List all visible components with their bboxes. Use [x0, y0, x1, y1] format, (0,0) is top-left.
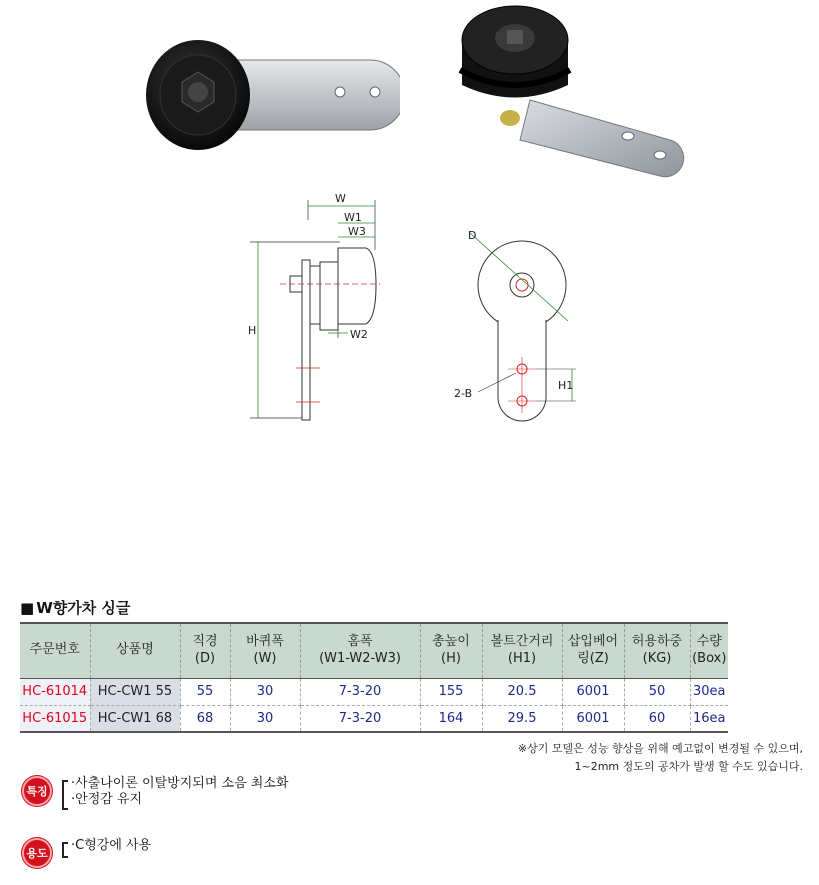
dim-w-label: W: [335, 192, 346, 205]
cell-bolt-distance: 29.5: [482, 705, 562, 732]
usage-badge: 용도: [22, 838, 52, 868]
cell-diameter: 55: [180, 678, 230, 705]
cell-groove-width: 7-3-20: [300, 705, 420, 732]
feature-line-2: ·안정감 유지: [71, 792, 143, 808]
cell-bearing: 6001: [562, 678, 624, 705]
cell-product-name: HC-CW1 55: [90, 678, 180, 705]
cell-load: 50: [624, 678, 690, 705]
header-diameter: 직경 (D): [180, 623, 230, 678]
product-photo-front: [140, 30, 400, 160]
cell-order-no: HC-61015: [20, 705, 90, 732]
cell-load: 60: [624, 705, 690, 732]
table-header-row: [20, 623, 728, 678]
table-row: [20, 705, 728, 732]
cell-diameter: 68: [180, 705, 230, 732]
cell-total-height: 164: [420, 705, 482, 732]
header-bearing: 삽입베어 링(Z): [562, 623, 624, 678]
features-block: [22, 776, 288, 810]
cell-groove-width: 7-3-20: [300, 678, 420, 705]
header-wheel-width: 바퀴폭 (W): [230, 623, 300, 678]
header-groove-width: 홈폭 (W1-W2-W3): [300, 623, 420, 678]
feature-line-1: ·사출나이론 이탈방지되며 소음 최소화: [71, 776, 289, 791]
cell-quantity: 30ea: [690, 678, 728, 705]
dim-d-label: D: [468, 229, 477, 242]
cell-wheel-width: 30: [230, 678, 300, 705]
header-product-name: 상품명: [90, 623, 180, 678]
cell-quantity: 16ea: [690, 705, 728, 732]
cell-bolt-distance: 20.5: [482, 678, 562, 705]
side-dimension-drawing: [240, 190, 400, 430]
cell-product-name: HC-CW1 68: [90, 705, 180, 732]
dim-h1-label: H1: [558, 379, 574, 392]
header-load: 허용하중 (KG): [624, 623, 690, 678]
header-order-no: 주문번호: [20, 623, 90, 678]
features-text: [71, 776, 288, 809]
dim-b-label: 2-B: [454, 387, 473, 400]
dim-w2-label: W2: [350, 328, 368, 341]
note-line-1: ※상기 모델은 성능 향상을 위해 예고없이 변경될 수 있으며,: [517, 742, 803, 755]
section-title: [20, 597, 130, 618]
dim-w3-label: W3: [348, 225, 366, 238]
features-badge: 특징: [22, 776, 52, 806]
product-photo-angle: [450, 0, 710, 180]
usage-line-1: ·C형강에 사용: [71, 838, 152, 853]
table-row: [20, 678, 728, 705]
section-square-icon: ■: [20, 599, 35, 617]
section-title-text: W향가차 싱글: [36, 599, 131, 617]
spec-table: [20, 622, 728, 733]
bracket-icon: [62, 842, 68, 858]
dim-h-label: H: [248, 324, 257, 337]
usage-text: [71, 838, 151, 854]
note-line-2: 1~2mm 정도의 공차가 발생 할 수도 있습니다.: [574, 759, 803, 773]
front-dimension-drawing: [440, 225, 600, 425]
header-total-height: 총높이 (H): [420, 623, 482, 678]
bracket-icon: [62, 780, 68, 810]
cell-order-no: HC-61014: [20, 678, 90, 705]
cell-wheel-width: 30: [230, 705, 300, 732]
disclaimer-note: [518, 740, 803, 775]
header-bolt-distance: 볼트간거리 (H1): [482, 623, 562, 678]
dim-w1-label: W1: [344, 211, 362, 224]
cell-bearing: 6001: [562, 705, 624, 732]
header-quantity: 수량 (Box): [690, 623, 728, 678]
cell-total-height: 155: [420, 678, 482, 705]
usage-block: [22, 838, 151, 868]
